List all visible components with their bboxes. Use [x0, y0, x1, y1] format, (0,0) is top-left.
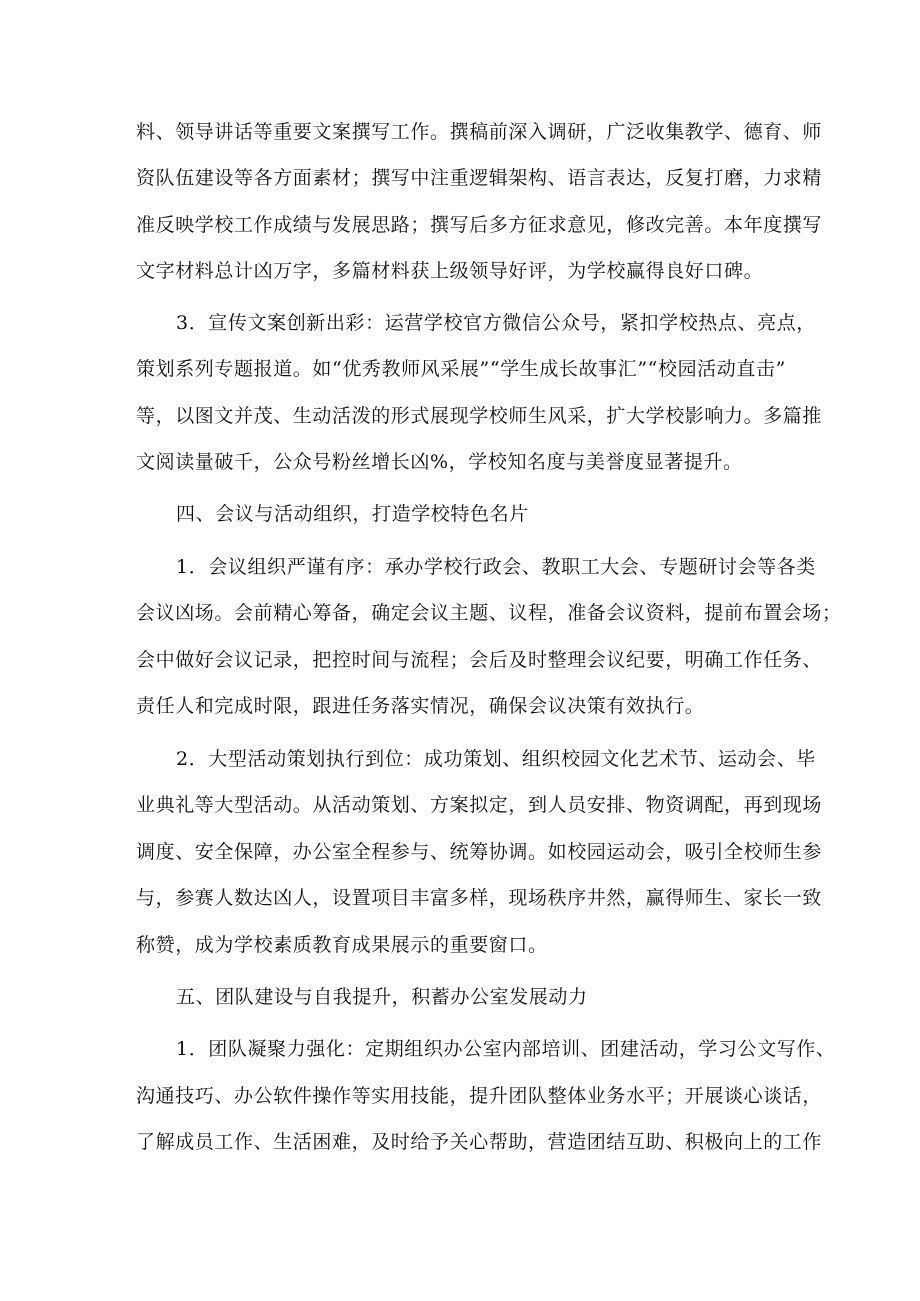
paragraph-line: 业典礼等大型活动。从活动策划、方案拟定，到人员安排、物资调配，再到现场 — [136, 794, 823, 816]
paragraph-line: 文字材料总计凶万字，多篇材料获上级领导好评，为学校赢得良好口碑。 — [136, 260, 764, 282]
paragraph-line: 会中做好会议记录，把控时间与流程；会后及时整理会议纪要，明确工作任务、 — [136, 649, 823, 671]
paragraph-line: 1．会议组织严谨有序：承办学校行政会、教职工大会、专题研讨会等各类 — [176, 556, 816, 578]
paragraph-line: 策划系列专题报道。如“优秀教师风采展”“学生成长故事汇”“校园活动直击” — [136, 358, 786, 380]
paragraph-line: 会议凶场。会前精心筹备，确定会议主题、议程，准备会议资料，提前布置会场； — [136, 602, 842, 624]
paragraph-line: 2．大型活动策划执行到位：成功策划、组织校园文化艺术节、运动会、毕 — [176, 748, 816, 770]
section-heading: 四、会议与活动组织，打造学校特色名片 — [176, 503, 529, 525]
paragraph-line: 资队伍建设等各方面素材；撰写中注重逻辑架构、语言表达，反复打磨，力求精 — [136, 167, 823, 189]
paragraph-line: 责任人和完成时限，跟进任务落实情况，确保会议决策有效执行。 — [136, 695, 705, 717]
paragraph-line: 料、领导讲话等重要文案撰写工作。撰稿前深入调研，广泛收集教学、德育、师 — [136, 121, 823, 143]
section-heading: 五、团队建设与自我提升，积蓄办公室发展动力 — [176, 986, 588, 1008]
paragraph-line: 称赞，成为学校素质教育成果展示的重要窗口。 — [136, 934, 548, 956]
paragraph-line: 文阅读量破千，公众号粉丝增长凶%，学校知名度与美誉度显著提升。 — [136, 451, 743, 473]
paragraph-line: 了解成员工作、生活困难，及时给予关心帮助，营造团结互助、积极向上的工作 — [136, 1131, 823, 1153]
paragraph-line: 调度、安全保障，办公室全程参与、统筹协调。如校园运动会，吸引全校师生参 — [136, 841, 823, 863]
paragraph-line: 3．宣传文案创新出彩：运营学校官方微信公众号，紧扣学校热点、亮点， — [176, 312, 816, 334]
paragraph-line: 1．团队凝聚力强化：定期组织办公室内部培训、团建活动，学习公文写作、 — [176, 1038, 836, 1060]
paragraph-line: 与，参赛人数达凶人，设置项目丰富多样，现场秩序井然，赢得师生、家长一致 — [136, 887, 823, 909]
paragraph-line: 准反映学校工作成绩与发展思路；撰写后多方征求意见，修改完善。本年度撰写 — [136, 214, 823, 236]
paragraph-line: 沟通技巧、办公软件操作等实用技能，提升团队整体业务水平；开展谈心谈话， — [136, 1085, 823, 1107]
paragraph-line: 等，以图文并茂、生动活泼的形式展现学校师生风采，扩大学校影响力。多篇推 — [136, 405, 823, 427]
